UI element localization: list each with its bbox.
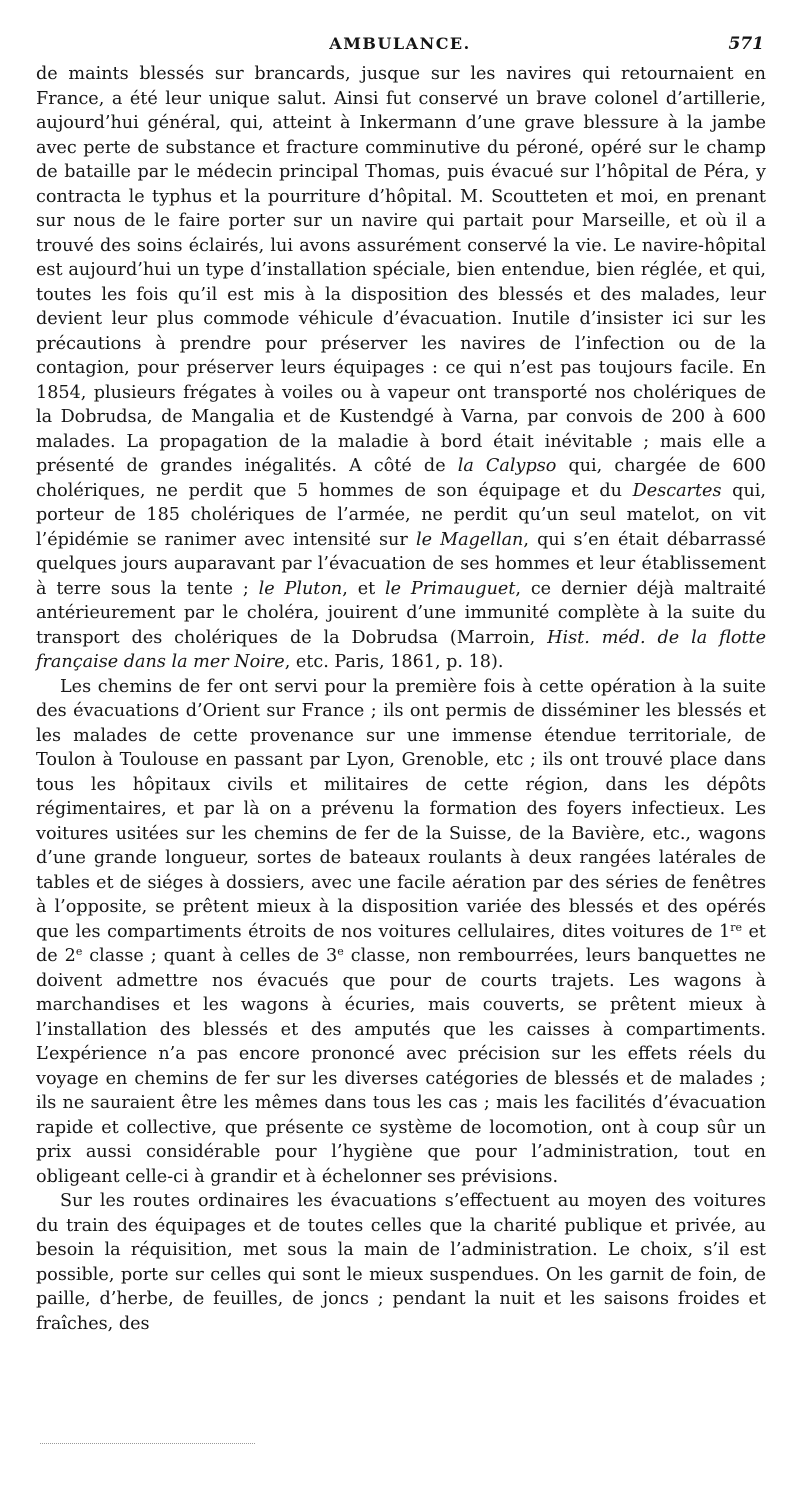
text-run: classe, non rembourrées, leurs banquettes ne doivent admettre nos évacués que pour de courts trajets. Les wagons à marchandises et les wagons à écuries, mais couverts, se prêtent mieux à l’installation des blessés et des amputés que les caisses à compartiments. L’expérience n’a pas encore prononcé avec précision sur les effets réels du voyage en chemins de fer sur les diverses catégories de blessés et de malades ; ils ne sauraient être les mêmes dans tous les cas ; mais les facilités d’évacuation rapide et collective, que présente ce système de locomotion, ont à coup sûr un prix aussi considérable pour l’hygiène que pour l’administration, tout en obligeant celle-ci à grandir et à échelonner ses prévisions.	[36, 946, 766, 1187]
text-run: qui, porteur de 185 cholériques de l’armée, ne perdit qu’un seul matelot, on vit l’épidémie se ranimer avec intensité sur	[36, 480, 766, 550]
italic-text: Hist. méd. de la flotte française dans la mer Noire	[36, 627, 767, 672]
text-run: , qui s’en était débarrassé quelques jours auparavant par l’évacuation de ses hommes et leur établissement à terre sous la tente ;	[36, 529, 767, 599]
italic-text: Descartes	[632, 480, 722, 501]
italic-text: le Pluton	[258, 578, 343, 599]
ordinal-suffix: re	[730, 920, 742, 934]
paragraph-2	[36, 675, 766, 1190]
page-header	[36, 34, 764, 58]
running-head: AMBULANCE.	[329, 34, 471, 53]
body-text	[36, 62, 766, 1336]
text-run: de maints blessés sur brancards, jusque sur les navires qui retournaient en France, a été leur unique salut. Ainsi fut conservé un brave colonel d’artillerie, aujourd’hui général, qui, atteint à Inkermann d’une grave blessure à la jambe avec perte de substance et fracture comminutive du péroné, opéré sur le champ de bataille par le médecin principal Thomas, puis évacué sur l’hôpital de Péra, y contracta le typhus et la pourriture d’hôpital. M. Scoutteten et moi, en prenant sur nous de le faire porter sur un navire qui partait pour Marseille, et où il a trouvé des soins éclairés, lui avons assurément conservé la vie. Le navire-hôpital est aujourd’hui un type d’installation spéciale, bien entendue, bien réglée, et qui, toutes les fois qu’il est mis à la disposition des blessés et des malades, leur devient leur plus commode véhicule d’évacuation. Inutile d’insister ici sur les précautions à prendre pour préserver les navires de l’infection ou de la contagion, pour préserver leurs équipages : ce qui n’est pas toujours facile. En 1854, plusieurs frégates à voiles ou à vapeur ont transporté nos cholériques de la Dobrudsa, de Mangalia et de Kustendgé à Varna, par convois de 200 à 600 malades. La propagation de la maladie à bord était inévitable ; mais elle a présenté de grandes inégalités. A côté de	[36, 64, 766, 476]
text-run: classe ; quant à celles de 3	[82, 946, 338, 966]
text-run: Sur les routes ordinaires les évacuations s’effectuent au moyen des voitures du train des équipages et de toutes celles que la charité publique et privée, au besoin la réquisition, met sous la main de l’administration. Le choix, s’il est possible, porte sur celles qui sont le mieux suspendues. On les garnit de foin, de paille, d’herbe, de feuilles, de joncs ; pendant la nuit et les saisons froides et fraîches, des	[36, 1191, 766, 1334]
ordinal-suffix: e	[75, 945, 83, 958]
italic-text: le Primauguet	[385, 578, 516, 599]
page-number: 571	[728, 34, 764, 54]
text-run: , et	[342, 578, 386, 599]
ordinal-suffix: e	[337, 945, 344, 958]
text-run: , etc. Paris, 1861, p. 18).	[284, 652, 504, 672]
italic-text: le Magellan	[415, 529, 524, 550]
paragraph-1	[36, 62, 766, 675]
text-run: et de 2	[36, 921, 766, 966]
text-run: , ce dernier déjà maltraité antérieurement par le choléra, jouirent d’une immunité complète à la suite du transport des cholériques de la Dobrudsa (Marroin,	[36, 578, 766, 648]
text-run: qui, chargée de 600 cholériques, ne perdit que 5 hommes de son équipage et du	[36, 456, 766, 501]
paragraph-3	[36, 1189, 766, 1336]
text-run: Les chemins de fer ont servi pour la première fois à cette opération à la suite des évacuations d’Orient sur France ; ils ont permis de disséminer les blessés et les malades de cette provenance sur une immense étendue territoriale, de Toulon à Toulouse en passant par Lyon, Grenoble, etc ; ils ont trouvé place dans tous les hôpitaux civils et militaires de cette région, dans les dépôts régimentaires, et par là on a prévenu la formation des foyers infectieux. Les voitures usitées sur les chemins de fer de la Suisse, de la Bavière, etc., wagons d’une grande longueur, sortes de bateaux roulants à deux rangées latérales de tables et de siéges à dossiers, avec une facile aération par des séries de fenêtres à l’opposite, se prêtent mieux à la disposition variée des blessés et des opérés que les compartiments étroits de nos voitures cellulaires, dites voitures de 1	[36, 676, 766, 942]
footer-rule	[40, 1443, 255, 1444]
italic-text: la Calypso	[457, 456, 557, 476]
